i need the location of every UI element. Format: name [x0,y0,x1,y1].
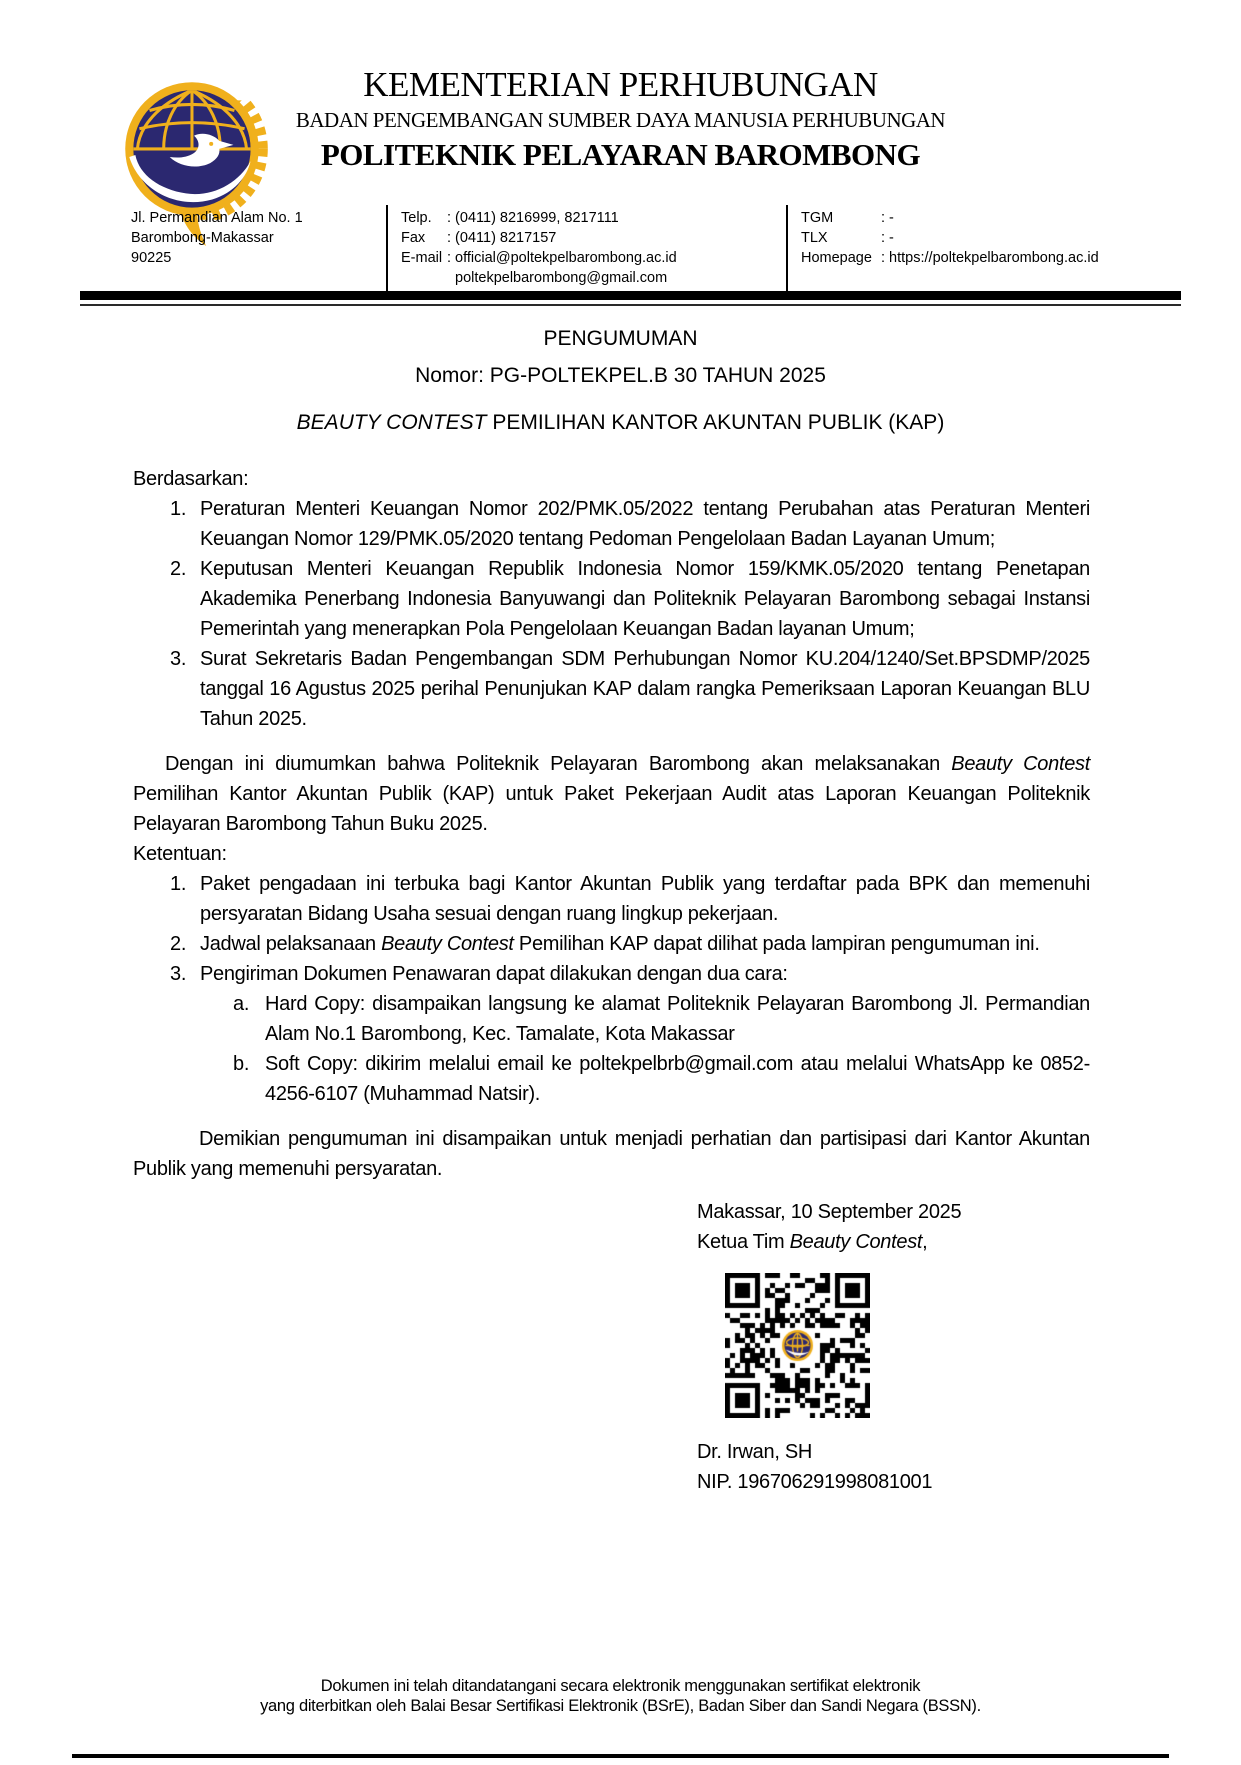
item-text: Pemilihan KAP dapat dilihat pada lampiran pengumuman ini. [513,933,1040,955]
tgm-value: : - [881,210,894,226]
item-number: 2. [170,558,187,580]
ministry-name: KEMENTERIAN PERHUBUNGAN [363,65,878,104]
address-line: Jl. Permandian Alam No. 1 [131,210,303,226]
terms-item-3b [133,1049,1090,1109]
agency-name: BADAN PENGEMBANGAN SUMBER DAYA MANUSIA PERHUBUNGAN [295,108,946,132]
tlx-value: : - [881,230,894,246]
electronic-signature-disclaimer [0,1676,1241,1716]
doc-subject-rest: PEMILIHAN KANTOR AKUNTAN PUBLIK (KAP) [486,411,945,434]
letterhead-rule-thick [80,291,1181,300]
basis-item-2 [133,554,1090,644]
disclaimer-line-1: Dokumen ini telah ditandatangani secara elektronik menggunakan sertifikat elektronik [320,1677,921,1695]
terms-item-1 [133,869,1090,929]
doc-subject [0,410,1241,436]
letterhead-phones [386,205,786,291]
tlx-row [801,228,1171,248]
doc-subject-italic: BEAUTY CONTEST [296,411,487,434]
item-text: Surat Sekretaris Badan Pengembangan SDM Perhubungan Nomor KU.204/1240/Set.BPSDMP/2025 tanggal 16 Agustus 2025 perihal Penunjukan KAP dalam rangka Pemeriksaan Laporan Keuangan BLU Tahun 2025. [200,648,1090,730]
signature-role-italic: Beauty Contest [789,1231,923,1253]
terms-item-2 [133,929,1090,959]
letterhead-meta [786,205,1171,291]
letterhead-contact-strip [113,205,1171,291]
letterhead-address [113,205,386,291]
address-line: Barombong-Makassar [131,230,274,246]
item-text: Keputusan Menteri Keuangan Republik Indonesia Nomor 159/KMK.05/2020 tentang Penetapan Akademika Penerbang Indonesia Banyuwangi dan Politeknik Pelayaran Barombong sebagai Instansi Pemerintah yang menerapkan Pola Pengelolaan Keuangan Badan layanan Umum; [200,558,1090,640]
item-number: 1. [170,873,187,895]
item-text-italic: Beauty Contest [381,933,514,955]
homepage-row [801,248,1171,268]
terms-item-3a [133,989,1090,1049]
item-number: 3. [170,648,187,670]
announce-pre: Dengan ini diumumkan bahwa Politeknik Pelayaran Barombong akan melaksanakan [165,753,952,775]
closing-paragraph: Demikian pengumuman ini disampaikan untuk menjadi perhatian dan partisipasi dari Kantor Akuntan Publik yang memenuhi persyaratan. [133,1128,1090,1180]
tlx-label: TLX [801,230,828,246]
tgm-label: TGM [801,210,834,226]
item-text: Paket pengadaan ini terbuka bagi Kantor Akuntan Publik yang terdaftar pada BPK dan memenuhi persyaratan Bidang Usaha sesuai dengan ruang lingkup pekerjaan. [200,873,1090,925]
signature-place-date: Makassar, 10 September 2025 [697,1201,962,1223]
item-text: Pengiriman Dokumen Penawaran dapat dilakukan dengan dua cara: [200,963,788,985]
address-line: 90225 [131,250,172,266]
signature-qr-code [725,1273,870,1418]
item-number: a. [233,993,250,1015]
announce-italic: Beauty Contest [951,753,1090,775]
item-number: 2. [170,933,187,955]
fax-value: : (0411) 8217157 [447,230,557,246]
basis-item-3 [133,644,1090,734]
item-number: 3. [170,963,187,985]
email-value: : official@poltekpelbarombong.ac.id [447,250,677,266]
fax-row [401,228,786,248]
item-number: b. [233,1053,250,1075]
basis-item-1 [133,494,1090,554]
letterhead-rule-thin [80,304,1181,306]
email-value-2: poltekpelbarombong@gmail.com [455,270,668,286]
document-title-block [0,326,1241,436]
telp-value: : (0411) 8216999, 8217111 [447,210,619,226]
signature-role [697,1227,1090,1257]
page-bottom-rule [72,1754,1169,1758]
signatory-nip: NIP. 196706291998081001 [697,1471,933,1493]
fax-label: Fax [401,230,426,246]
announce-post: Pemilihan Kantor Akuntan Publik (KAP) untuk Paket Pekerjaan Audit atas Laporan Keuangan Politeknik Pelayaran Barombong Tahun Buku 2025. [133,783,1090,835]
item-text: Soft Copy: dikirim melalui email ke poltekpelbrb@gmail.com atau melalui WhatsApp ke 0852-4256-6107 (Muhammad Natsir). [265,1053,1090,1105]
signature-role-post: , [922,1231,928,1253]
institution-name: POLITEKNIK PELAYARAN BAROMBONG [320,137,921,172]
signature-role-pre: Ketua Tim [697,1231,790,1253]
announcement-paragraph [133,749,1090,839]
email-row [401,248,786,268]
disclaimer-line-2: yang diterbitkan oleh Balai Besar Sertifikasi Elektronik (BSrE), Badan Siber dan Sandi Negara (BSSN). [260,1697,981,1715]
signatory-name: Dr. Irwan, SH [697,1441,813,1463]
homepage-value: : https://poltekpelbarombong.ac.id [881,250,1099,266]
basis-label: Berdasarkan: [133,468,249,490]
doc-heading: PENGUMUMAN [543,327,698,350]
item-text: Jadwal pelaksanaan [200,933,382,955]
terms-item-3 [133,959,1090,989]
item-text: Peraturan Menteri Keuangan Nomor 202/PMK.05/2022 tentang Perubahan atas Peraturan Menteri Keuangan Nomor 129/PMK.05/2020 tentang Pedoman Pengelolaan Badan Layanan Umum; [200,498,1090,550]
tgm-row [801,208,1171,228]
document-body [133,464,1090,1497]
homepage-label: Homepage [801,250,872,266]
email-row-2 [401,268,786,288]
item-text: Hard Copy: disampaikan langsung ke alamat Politeknik Pelayaran Barombong Jl. Permandian Alam No.1 Barombong, Kec. Tamalate, Kota Makassar [265,993,1090,1045]
signature-block [697,1197,1090,1497]
email-label: E-mail [401,250,443,266]
terms-label: Ketentuan: [133,843,227,865]
telp-row [401,208,786,228]
telp-label: Telp. [401,210,432,226]
doc-number: Nomor: PG-POLTEKPEL.B 30 TAHUN 2025 [415,364,826,387]
item-number: 1. [170,498,187,520]
